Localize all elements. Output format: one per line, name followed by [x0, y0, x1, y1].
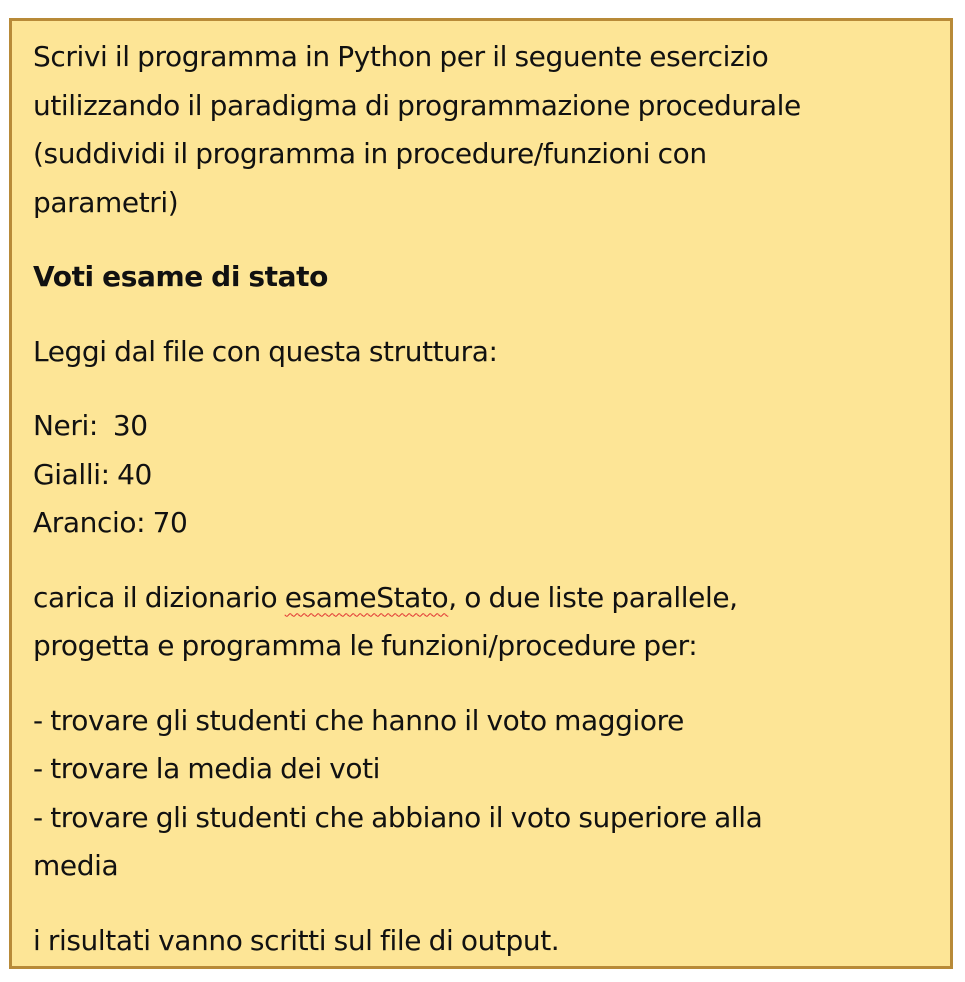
exercise-note [9, 18, 953, 969]
intro-line: parametri) [33, 185, 179, 219]
tasks-list [33, 697, 934, 891]
task-item: - trovare la media dei voti [33, 752, 381, 785]
file-line: Gialli: 40 [33, 457, 152, 491]
file-line: Neri: 30 [33, 409, 148, 442]
file-structure [33, 402, 934, 548]
spellcheck-word: esameStato [284, 580, 449, 614]
file-line: Arancio: 70 [33, 506, 188, 539]
task-item: - trovare gli studenti che hanno il voto maggiore [33, 703, 684, 737]
intro-paragraph [33, 33, 934, 227]
task-item: media [33, 849, 119, 882]
exercise-title: Voti esame di stato [33, 260, 328, 293]
load-text-before: carica il dizionario [33, 580, 285, 614]
task-item: - trovare gli studenti che abbiano il voto superiore alla [33, 800, 763, 834]
output-line: i risultati vanno scritti sul file di output. [33, 923, 560, 957]
load-line: progetta e programma le funzioni/procedure per: [33, 629, 698, 662]
intro-line: utilizzando il paradigma di programmazione procedurale [33, 88, 801, 122]
file-intro-paragraph [33, 328, 934, 377]
intro-line: (suddividi il programma in procedure/funzioni con [33, 137, 707, 170]
load-line [33, 574, 934, 623]
file-intro: Leggi dal file con questa struttura: [33, 334, 498, 368]
intro-line: Scrivi il programma in Python per il seguente esercizio [33, 40, 769, 73]
load-paragraph [33, 574, 934, 671]
load-text-after: , o due liste parallele, [448, 580, 738, 614]
output-paragraph [33, 917, 934, 966]
